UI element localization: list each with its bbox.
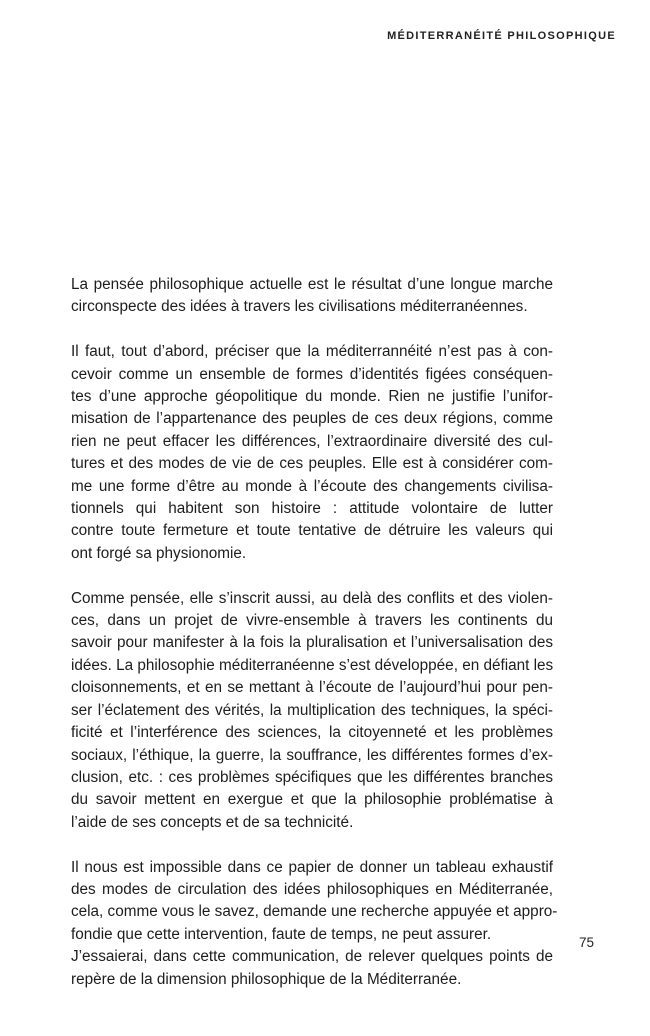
text-line: clusion, etc. : ces problèmes spécifiques que les différentes branches [71,768,553,786]
text-line: ser l’éclatement des vérités, la multiplication des techniques, la spéci- [71,701,553,719]
paragraph [71,274,553,319]
paragraph [71,341,553,565]
text-line: idées. La philosophie méditerranéenne s’est développée, en défiant les [71,656,554,674]
text-line: du savoir mettent en exergue et que la philosophie problématise à [71,791,553,809]
text-line: cela, comme vous le savez, demande une recherche appuyée et appro- [71,903,558,921]
text-line: ont forgé sa physionomie. [71,544,247,562]
text-line: misation de l’appartenance des peuples de ces deux régions, comme [71,410,553,428]
text-line: cloisonnements, et en se mettant à l’écoute de l’aujourd’hui pour pen- [71,679,553,697]
text-line: contre toute fermeture et toute tentative de détruire les valeurs qui [71,522,553,540]
text-line: sociaux, l’éthique, la guerre, la souffrance, les différentes formes d’ex- [71,746,553,764]
text-line: me une forme d’être au monde à l’écoute des changements civilisa- [71,477,553,495]
text-line: La pensée philosophique actuelle est le résultat d’une longue marche [71,276,553,293]
text-line: repère de la dimension philosophique de la Méditerranée. [71,970,462,988]
paragraph [71,857,558,991]
text-line: tes d’une approche géopolitique du monde. Rien ne justifie l’unifor- [71,388,553,406]
body-text [71,274,558,1013]
text-line: l’aide de ses concepts et de sa technicité. [71,813,354,831]
text-line: fondie que cette intervention, faute de temps, ne peut assurer. [71,925,492,943]
text-line: tures et des modes de vie de ces peuples. Elle est à considérer com- [71,455,553,473]
text-line: rien ne peut effacer les différences, l’extraordinaire diversité des cul- [71,432,553,450]
text-line: Comme pensée, elle s’inscrit aussi, au delà des conflits et des violen- [71,589,553,607]
text-line: Il nous est impossible dans ce papier de donner un tableau exhaustif [71,858,553,876]
text-line: J’essaierai, dans cette communication, de relever quelques points de [71,948,553,966]
text-line: des modes de circulation des idées philosophiques en Méditerranée, [71,880,553,898]
running-header: MÉDITERRANÉITÉ PHILOSOPHIQUE [387,30,616,42]
text-line: Il faut, tout d’abord, préciser que la méditerrannéité n’est pas à con- [71,343,553,361]
text-line: circonspecte des idées à travers les civilisations méditerranéennes. [71,298,528,316]
text-line: cevoir comme un ensemble de formes d’identités figées conséquen- [71,365,553,383]
text-line: ces, dans un projet de vivre-ensemble à travers les continents du [71,612,553,630]
text-line: tionnels qui habitent son histoire : attitude volontaire de lutter [71,500,553,518]
text-line: savoir pour manifester à la fois la pluralisation et l’universalisation des [71,634,553,652]
page-number: 75 [579,935,595,950]
paragraph [71,588,553,834]
text-line: ficité et l’interférence des sciences, la citoyenneté et les problèmes [71,724,553,742]
